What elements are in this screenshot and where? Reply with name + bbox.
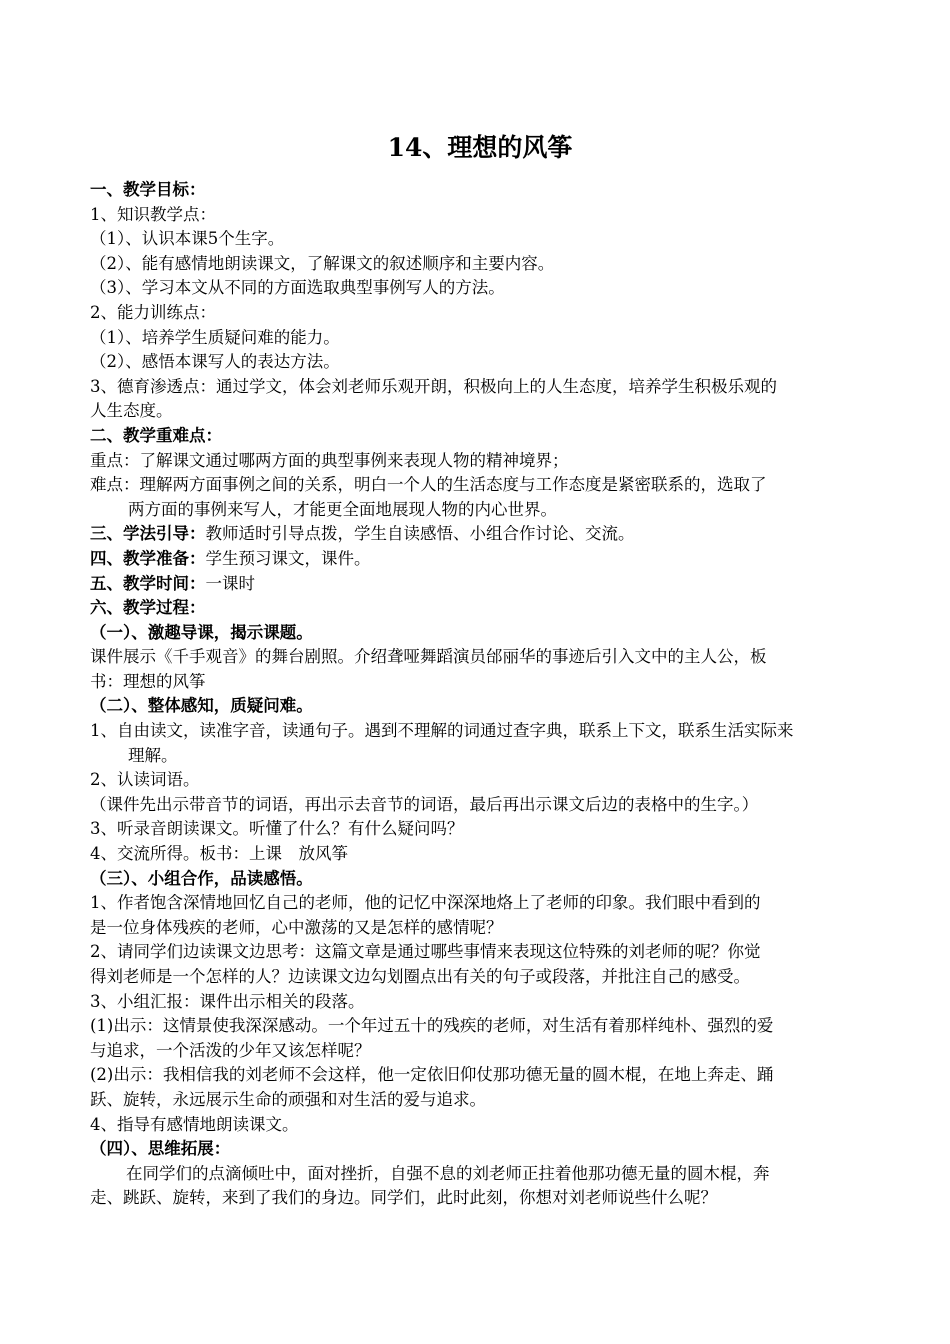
section-heading-text: 教师适时引导点拨，学生自读感悟、小组合作讨论、交流。 xyxy=(205,524,635,544)
text-line: 1、自由读文，读准字音，读通句子。遇到不理解的词通过查字典，联系上下文，联系生活实际来 xyxy=(90,721,794,741)
text-line: 得刘老师是一个怎样的人？边读课文边勾划圈点出有关的句子或段落，并批注自己的感受。 xyxy=(90,967,750,986)
text-line: 2、认读词语。 xyxy=(90,770,200,790)
text-line xyxy=(90,547,870,572)
text-line: 2、能力训练点： xyxy=(90,302,216,322)
text-line: 书：理想的风筝 xyxy=(90,671,206,691)
section-heading: 二、教学重难点： xyxy=(90,425,222,445)
section-heading: （一）、激趣导课，揭示课题。 xyxy=(90,622,313,642)
text-line: 4、指导有感情地朗读课文。 xyxy=(90,1114,299,1134)
section-heading: 一、教学目标： xyxy=(90,180,206,199)
text-line: 3、小组汇报：课件出示相关的段落。 xyxy=(90,991,365,1011)
text-line: （2）、能有感情地朗读课文，了解课文的叙述顺序和主要内容。 xyxy=(90,253,555,273)
text-line: 跃、旋转，永远展示生命的顽强和对生活的爱与追求。 xyxy=(90,1089,486,1109)
text-line: （2）、感悟本课写人的表达方法。 xyxy=(90,352,340,372)
document-body xyxy=(90,178,870,1211)
text-line: 在同学们的点滴倾吐中，面对挫折，自强不息的刘老师正拄着他那功德无量的圆木棍，奔 xyxy=(126,1163,770,1183)
text-line xyxy=(90,572,870,597)
text-line: (1)出示：这情景使我深深感动。一个年过五十的残疾的老师，对生活有着那样纯朴、强烈的爱 xyxy=(90,1016,774,1036)
text-line: 4、交流所得。板书：上课 放风筝 xyxy=(90,844,348,864)
section-heading-text: 学生预习课文，课件。 xyxy=(205,548,371,568)
text-line: 两方面的事例来写人，才能更全面地展现人物的内心世界。 xyxy=(128,499,557,519)
text-line: 3、听录音朗读课文。听懂了什么？有什么疑问吗？ xyxy=(90,819,464,839)
text-line: （课件先出示带音节的词语，再出示去音节的词语，最后再出示课文后边的表格中的生字。） xyxy=(90,794,759,814)
section-heading: （三）、小组合作，品读感悟。 xyxy=(90,868,313,888)
text-line: 走、跳跃、旋转，来到了我们的身边。同学们，此时此刻，你想对刘老师说些什么呢？ xyxy=(90,1188,717,1208)
section-heading: （四）、思维拓展： xyxy=(90,1139,231,1159)
text-line: （3）、学习本文从不同的方面选取典型事例写人的方法。 xyxy=(90,278,505,298)
section-heading-label: 三、学法引导： xyxy=(90,524,206,544)
text-line: （1）、培养学生质疑问难的能力。 xyxy=(90,327,340,347)
text-line: （1）、认识本课5个生字。 xyxy=(90,229,285,249)
section-heading: 六、教学过程： xyxy=(90,598,206,618)
document-title: 14、理想的风筝 xyxy=(387,133,573,162)
text-line: 重点：了解课文通过哪两方面的典型事例来表现人物的精神境界； xyxy=(90,450,569,470)
text-line: 3、德育渗透点：通过学文，体会刘老师乐观开朗，积极向上的人生态度，培养学生积极乐观的 xyxy=(90,376,777,396)
section-heading: （二）、整体感知，质疑问难。 xyxy=(90,696,313,716)
text-line: 是一位身体残疾的老师，心中激荡的又是怎样的感情呢？ xyxy=(90,917,503,937)
text-line: 理解。 xyxy=(128,745,178,765)
section-heading-text: 一课时 xyxy=(205,573,255,593)
text-line: 课件展示《千手观音》的舞台剧照。介绍聋哑舞蹈演员邰丽华的事迹后引入文中的主人公，板 xyxy=(90,647,767,667)
text-line: 难点：理解两方面事例之间的关系，明白一个人的生活态度与工作态度是紧密联系的，选取了 xyxy=(90,475,767,495)
section-heading-label: 五、教学时间： xyxy=(90,573,206,593)
document-page xyxy=(90,128,870,1211)
section-heading-label: 四、教学准备： xyxy=(90,548,206,568)
text-line: (2)出示：我相信我的刘老师不会这样，他一定依旧仰仗那功德无量的圆木棍，在地上奔走、踊 xyxy=(90,1065,774,1085)
text-line: 1、作者饱含深情地回忆自己的老师，他的记忆中深深地烙上了老师的印象。我们眼中看到的 xyxy=(90,893,761,913)
text-line: 人生态度。 xyxy=(90,401,173,421)
text-line: 与追求，一个活泼的少年又该怎样呢？ xyxy=(90,1040,371,1060)
text-line: 1、知识教学点： xyxy=(90,204,216,224)
text-line: 2、请同学们边读课文边思考：这篇文章是通过哪些事情来表现这位特殊的刘老师的呢？你觉 xyxy=(90,942,761,962)
text-line xyxy=(90,522,870,547)
